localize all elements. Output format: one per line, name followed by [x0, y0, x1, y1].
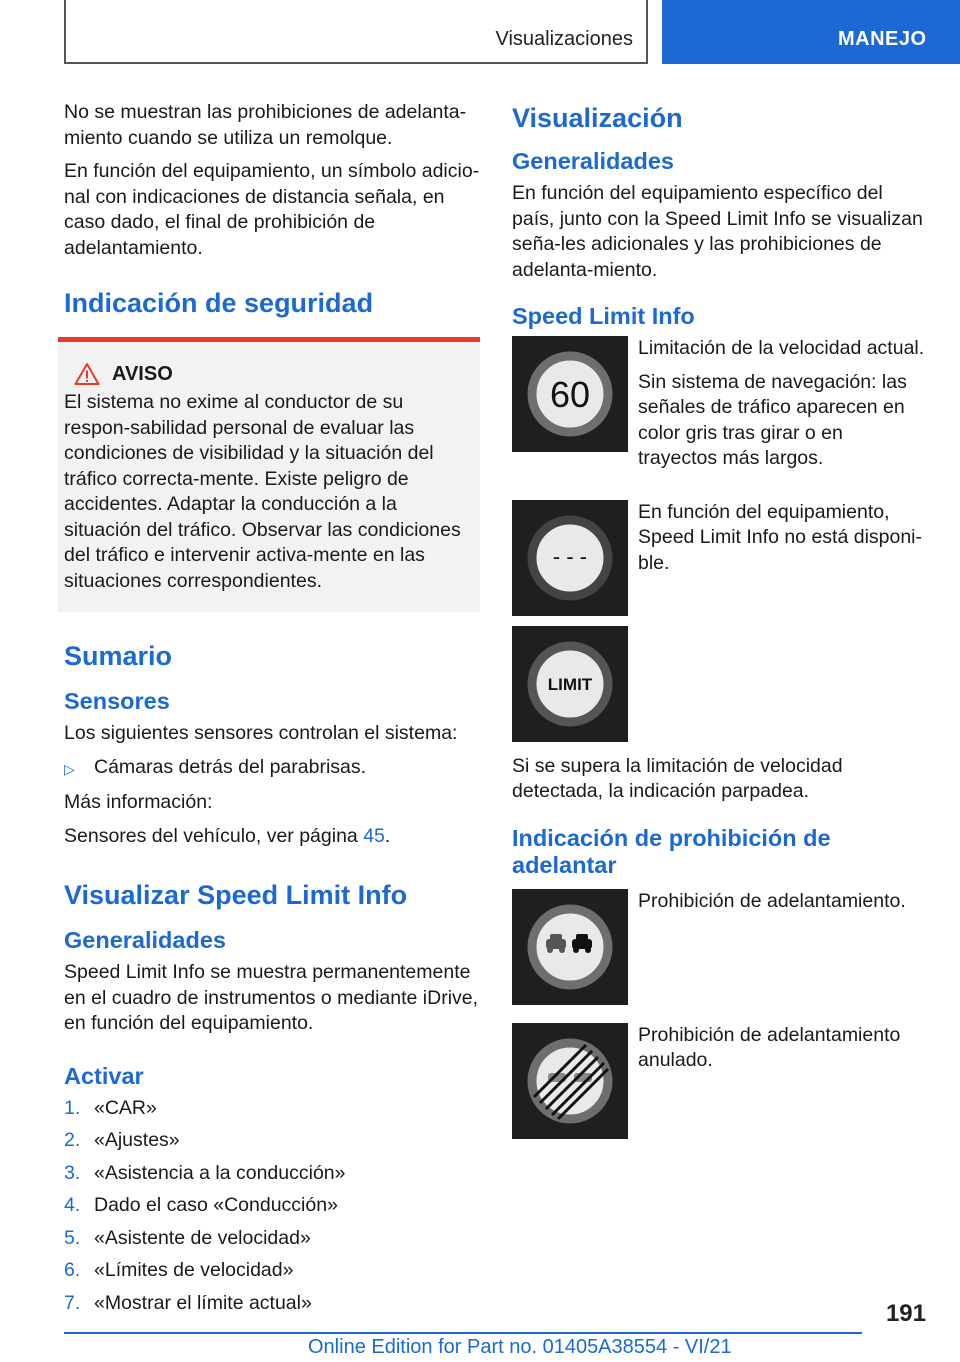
step-item: [64, 1258, 480, 1291]
warning-title: [64, 362, 472, 386]
chapter-title: MANEJO: [838, 28, 927, 50]
step-item: [64, 1161, 480, 1194]
sensors-page-link[interactable]: 45: [363, 824, 385, 847]
no-overtake-end-row: [512, 1023, 926, 1141]
step-text: «Ajustes»: [94, 1129, 180, 1151]
sign-dashes-text: - - -: [552, 543, 588, 569]
intro-paragraph-1: No se muestran las prohibiciones de adelanta‐miento cuando se utiliza un remolque.: [64, 101, 467, 149]
step-number: 1.: [64, 1096, 81, 1119]
sensors-ref-end: .: [384, 824, 391, 847]
step-item: [64, 1291, 480, 1324]
sli-text-2: Sin sistema de navegación: las señales de tráfico aparecen en color gris tras girar o en trayectos más largos.: [638, 370, 907, 469]
edition-text: Online Edition for Part no. 01405A38554 - VI/21: [308, 1336, 732, 1358]
step-item: [64, 1096, 480, 1129]
sensors-bullet-text: Cámaras detrás del parabrisas.: [94, 755, 367, 778]
sli-limit-row: [512, 626, 926, 744]
step-text: «Mostrar el límite actual»: [94, 1291, 312, 1314]
warning-label: AVISO: [112, 362, 173, 385]
speed-limit-60-sign-icon: [512, 336, 628, 452]
exceed-text: Si se supera la limitación de velocidad detectada, la indicación parpadea.: [512, 754, 843, 802]
step-item: [64, 1193, 480, 1226]
header-section-tab: [64, 0, 648, 64]
no-overtake-text: Prohibición de adelantamiento.: [638, 889, 906, 912]
no-overtake-row: [512, 889, 926, 1007]
activate-heading: Activar: [64, 1062, 144, 1089]
step-item: [64, 1128, 480, 1161]
right-general-heading: Generalidades: [512, 148, 674, 174]
step-number: 4.: [64, 1194, 81, 1216]
page-number: 191: [885, 1300, 926, 1327]
step-number: 5.: [64, 1226, 81, 1249]
sign-60-text: 60: [549, 374, 591, 415]
sensors-reference: [64, 824, 480, 850]
sensors-text: Los siguientes sensores controlan el sistema:: [64, 722, 458, 744]
step-text: «CAR»: [94, 1096, 157, 1119]
sign-limit-text: LIMIT: [547, 674, 593, 694]
step-text: Dado el caso «Conducción»: [94, 1194, 338, 1216]
step-number: 2.: [64, 1129, 81, 1151]
step-text: «Asistencia a la conducción»: [94, 1161, 346, 1184]
sensors-ref-text: Sensores del vehículo, ver página: [64, 824, 364, 847]
end-no-overtaking-sign-icon: [512, 1023, 628, 1139]
safety-heading: Indicación de seguridad: [64, 288, 374, 318]
step-text: «Asistente de velocidad»: [94, 1226, 311, 1249]
sensors-heading: Sensores: [64, 688, 170, 714]
warning-text: El sistema no exime al conductor de su respon‐sabilidad personal de evaluar las condiciones de visibilidad y la situación del tráfico correcta‐mente. Existe peligro de accidentes. Adaptar la conducción a la situación del tráfico. Observar las condiciones del tráfico e intervenir activa‐mente en las situaciones correspondientes.: [64, 391, 461, 592]
intro-paragraph-2: En función del equipamiento, un símbolo adicio‐nal con indicaciones de distancia señala, en caso dado, el final de prohibición de adelantamiento.: [64, 160, 480, 259]
left-general-text: Speed Limit Info se muestra permanentemente en el cuadro de instrumentos o mediante iDrive, en función del equipamiento.: [64, 961, 479, 1034]
warning-box: [58, 337, 480, 612]
section-title: Visualizaciones: [495, 28, 633, 50]
step-number: 3.: [64, 1161, 81, 1184]
sli-heading: Speed Limit Info: [512, 303, 695, 329]
left-general-heading: Generalidades: [64, 927, 226, 953]
right-general-text: En función del equipamiento específico del país, junto con la Speed Limit Info se visualizan seña‐les adicionales y las prohibiciones de adelanta‐miento.: [512, 182, 923, 281]
right-column: [512, 100, 926, 1151]
step-text: «Límites de velocidad»: [94, 1259, 294, 1281]
no-overtake-end-text: Prohibición de adelantamiento anulado.: [638, 1023, 901, 1071]
header-chapter-tab: [662, 0, 960, 64]
limit-sign-icon: [512, 626, 628, 742]
footer-divider: [64, 1332, 862, 1334]
step-number: 7.: [64, 1291, 81, 1314]
sensors-bullet: [64, 755, 480, 783]
sli-unavailable-text: En función del equipamiento, Speed Limit Info no está disponi‐ble.: [638, 500, 923, 574]
sli-60-row: [512, 336, 926, 480]
no-overtaking-sign-icon: [512, 889, 628, 1005]
warning-triangle-icon: [74, 362, 100, 386]
speed-limit-unavailable-sign-icon: [512, 500, 628, 616]
activate-steps-list: [64, 1096, 480, 1324]
summary-heading: Sumario: [64, 641, 173, 671]
step-number: 6.: [64, 1259, 81, 1281]
sli-text-1: Limitación de la velocidad actual.: [638, 337, 925, 359]
bullet-triangle-icon: ▷: [64, 760, 75, 777]
display-heading: Visualizar Speed Limit Info: [64, 880, 408, 910]
left-column: [64, 100, 480, 1323]
no-overtake-heading: Indicación de prohibición de adelantar: [512, 824, 831, 878]
sli-unavailable-row: [512, 500, 926, 618]
visual-heading: Visualización: [512, 103, 683, 133]
step-item: [64, 1226, 480, 1259]
more-info-label: Más información:: [64, 791, 213, 813]
